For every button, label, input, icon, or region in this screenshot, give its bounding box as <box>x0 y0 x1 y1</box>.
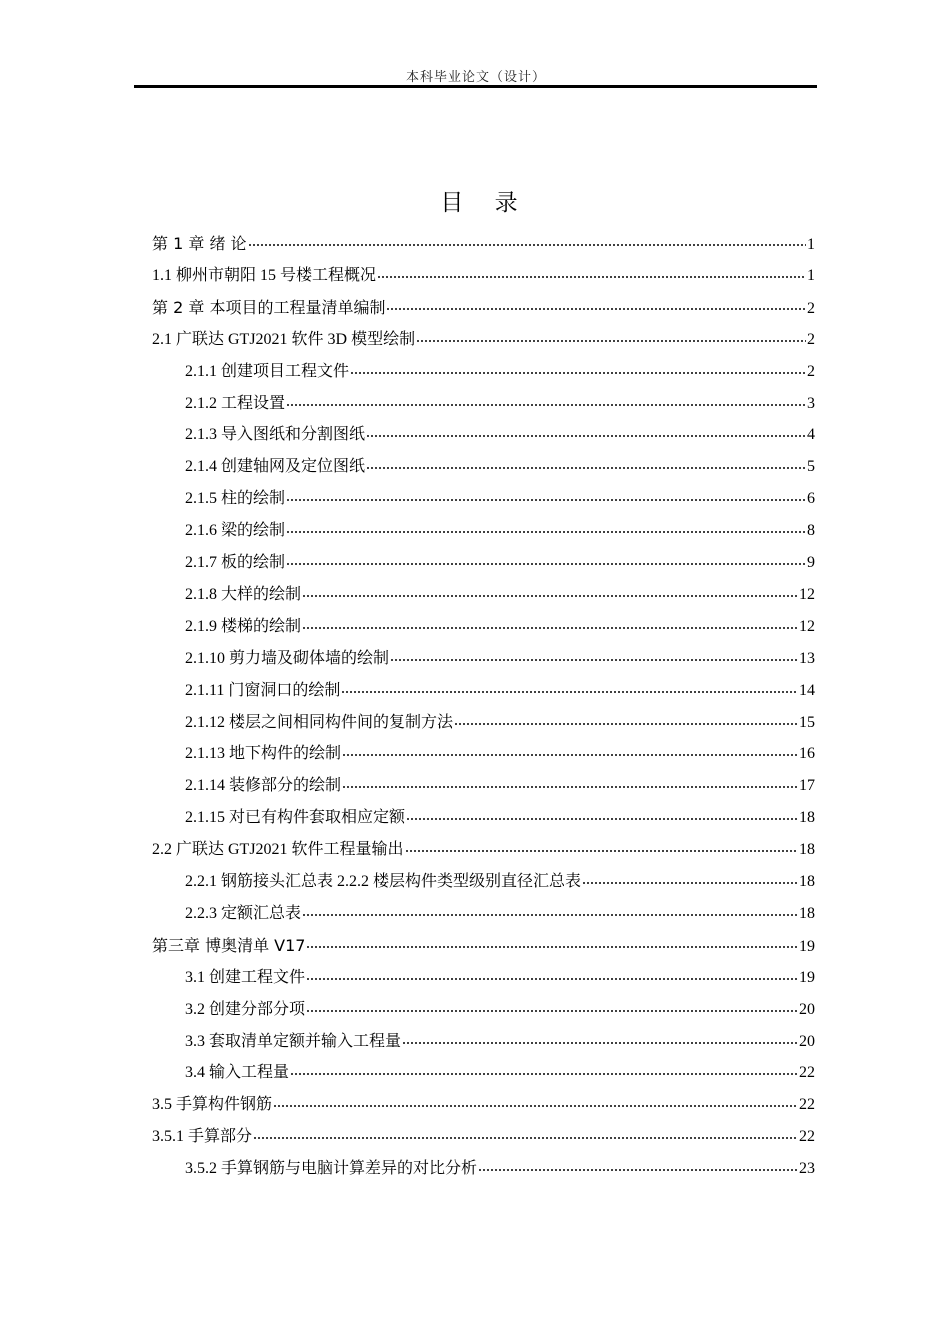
toc-entry[interactable] <box>185 1027 815 1057</box>
toc-dot-leader <box>454 723 798 725</box>
toc-entry-label: 3.4 输入工程量 <box>185 1064 290 1082</box>
toc-entry[interactable] <box>185 644 815 674</box>
toc-entry-label: 1.1 柳州市朝阳 15 号楼工程概况 <box>152 266 377 284</box>
toc-entry-label: 2.2 广联达 GTJ2021 软件工程量输出 <box>152 841 404 859</box>
toc-entry-label: 第 2 章 本项目的工程量清单编制 <box>152 297 386 317</box>
toc-entry-page: 19 <box>799 968 815 986</box>
toc-dot-leader <box>341 691 798 693</box>
toc-dot-leader <box>386 308 806 310</box>
toc-entry[interactable] <box>185 389 815 419</box>
toc-dot-leader <box>350 372 806 374</box>
toc-dot-leader <box>366 435 806 437</box>
toc-dot-leader <box>286 563 806 565</box>
toc-entry-label: 2.1.10 剪力墙及砌体墙的绘制 <box>185 649 390 667</box>
toc-dot-leader <box>405 850 798 852</box>
toc-entry-page: 5 <box>807 458 815 476</box>
toc-dot-leader <box>406 818 798 820</box>
toc-dot-leader <box>302 914 798 916</box>
toc-entry[interactable] <box>185 484 815 514</box>
toc-entry-label: 第三章 博奥清单 V17 <box>152 935 306 955</box>
toc-entry[interactable] <box>185 516 815 546</box>
toc-entry-label: 2.1.5 柱的绘制 <box>185 490 286 508</box>
toc-entry-page: 4 <box>807 426 815 444</box>
toc-entry[interactable] <box>152 1122 815 1152</box>
toc-entry-page: 13 <box>799 649 815 667</box>
toc-entry-page: 14 <box>799 681 815 699</box>
toc-entry[interactable] <box>185 867 815 897</box>
toc-title: 目 录 <box>440 190 530 216</box>
toc-dot-leader <box>377 276 806 278</box>
toc-entry-label: 2.1.9 楼梯的绘制 <box>185 617 302 635</box>
toc-entry[interactable] <box>152 261 815 291</box>
toc-dot-leader <box>366 467 806 469</box>
toc-dot-leader <box>342 786 798 788</box>
toc-dot-leader <box>286 499 806 501</box>
toc-dot-leader <box>402 1042 798 1044</box>
toc-entry[interactable] <box>185 420 815 450</box>
toc-dot-leader <box>286 531 806 533</box>
toc-entry-page: 2 <box>807 362 815 380</box>
toc-entry-label: 2.1.4 创建轴网及定位图纸 <box>185 458 366 476</box>
toc-entry-page: 9 <box>807 554 815 571</box>
toc-entry-page: 22 <box>799 1064 815 1082</box>
toc-entry[interactable] <box>152 325 815 355</box>
toc-entry-page: 8 <box>807 522 815 540</box>
toc-entry-page: 18 <box>799 809 815 827</box>
toc-entry[interactable] <box>185 963 815 993</box>
toc-entry-page: 2 <box>807 330 815 348</box>
toc-dot-leader <box>416 340 806 342</box>
toc-entry-label: 2.1.14 装修部分的绘制 <box>185 777 342 795</box>
toc-entry-label: 2.1.1 创建项目工程文件 <box>185 362 350 380</box>
toc-dot-leader <box>582 882 798 884</box>
toc-entry[interactable] <box>185 1154 815 1184</box>
toc-entry-label: 2.1.12 楼层之间相同构件间的复制方法 <box>185 713 454 731</box>
toc-entry[interactable] <box>152 931 815 961</box>
toc-entry[interactable] <box>152 229 815 259</box>
toc-entry-label: 2.1.6 梁的绘制 <box>185 522 286 540</box>
page-header: 本科毕业论文（设计） <box>405 69 546 84</box>
toc-entry-label: 3.5.1 手算部分 <box>152 1128 253 1146</box>
toc-entry-label: 2.1.7 板的绘制 <box>185 554 286 571</box>
toc-entry-page: 17 <box>799 777 815 795</box>
toc-entry-page: 20 <box>799 1032 815 1050</box>
toc-entry-label: 2.1.8 大样的绘制 <box>185 585 302 603</box>
toc-entry[interactable] <box>185 771 815 801</box>
toc-entry-page: 15 <box>799 713 815 731</box>
toc-entry-page: 6 <box>807 490 815 508</box>
toc-dot-leader <box>290 1073 798 1075</box>
toc-entry-page: 12 <box>799 617 815 635</box>
toc-entry-label: 第 1 章 绪 论 <box>152 234 247 253</box>
toc-entry-label: 2.1 广联达 GTJ2021 软件 3D 模型绘制 <box>152 330 416 348</box>
toc-entry[interactable] <box>185 452 815 482</box>
toc-dot-leader <box>342 754 798 756</box>
toc-entry-label: 2.1.2 工程设置 <box>185 394 286 412</box>
toc-entry-label: 2.1.3 导入图纸和分割图纸 <box>185 426 366 444</box>
toc-dot-leader <box>390 659 798 661</box>
toc-entry-label: 3.3 套取清单定额并输入工程量 <box>185 1032 402 1050</box>
toc-entry[interactable] <box>185 708 815 738</box>
toc-entry-page: 19 <box>799 937 815 955</box>
toc-entry-label: 2.1.11 门窗洞口的绘制 <box>185 681 341 699</box>
toc-dot-leader <box>478 1169 798 1171</box>
toc-entry-label: 3.2 创建分部分项 <box>185 1000 306 1018</box>
toc-entry-page: 18 <box>799 841 815 859</box>
toc-entry-label: 2.2.3 定额汇总表 <box>185 904 302 922</box>
toc-entry-page: 22 <box>799 1128 815 1146</box>
toc-entry[interactable] <box>185 357 815 387</box>
toc-entry[interactable] <box>185 1058 815 1088</box>
toc-entry-page: 23 <box>799 1160 815 1178</box>
toc-entry[interactable] <box>185 548 815 578</box>
toc-entry-label: 3.5 手算构件钢筋 <box>152 1096 273 1114</box>
toc-dot-leader <box>306 946 798 948</box>
toc-entry[interactable] <box>185 580 815 610</box>
toc-dot-leader <box>248 244 806 246</box>
toc-entry-page: 18 <box>799 873 815 890</box>
toc-entry-label: 2.1.13 地下构件的绘制 <box>185 745 342 763</box>
toc-entry-page: 18 <box>799 904 815 922</box>
toc-dot-leader <box>302 595 798 597</box>
toc-dot-leader <box>273 1105 798 1107</box>
toc-entry[interactable] <box>185 899 815 929</box>
toc-entry[interactable] <box>185 803 815 833</box>
toc-dot-leader <box>302 627 798 629</box>
toc-entry-page: 22 <box>799 1096 815 1114</box>
toc-entry-page: 16 <box>799 745 815 763</box>
toc-entry-page: 20 <box>799 1000 815 1018</box>
toc-entry-page: 2 <box>807 299 815 317</box>
toc-entry-page: 3 <box>807 394 815 412</box>
toc-entry-label: 3.1 创建工程文件 <box>185 968 306 986</box>
toc-entry[interactable] <box>152 835 815 865</box>
toc-dot-leader <box>306 978 798 980</box>
toc-dot-leader <box>253 1137 798 1139</box>
toc-entry[interactable] <box>152 1090 815 1120</box>
toc-dot-leader <box>286 404 806 406</box>
toc-entry-page: 12 <box>799 585 815 603</box>
toc-entry-label: 2.1.15 对已有构件套取相应定额 <box>185 809 406 827</box>
toc-entry[interactable] <box>185 995 815 1025</box>
toc-entry-label: 3.5.2 手算钢筋与电脑计算差异的对比分析 <box>185 1160 478 1178</box>
header-rule <box>134 85 817 88</box>
toc-entry-page: 1 <box>807 266 815 284</box>
toc-entry[interactable] <box>185 612 815 642</box>
toc-entry-label: 2.2.1 钢筋接头汇总表 2.2.2 楼层构件类型级别直径汇总表 <box>185 873 582 890</box>
toc-entry-page: 1 <box>807 236 815 253</box>
toc-dot-leader <box>306 1010 798 1012</box>
toc-entry[interactable] <box>185 676 815 706</box>
toc-entry[interactable] <box>185 739 815 769</box>
toc-entry[interactable] <box>152 293 815 323</box>
